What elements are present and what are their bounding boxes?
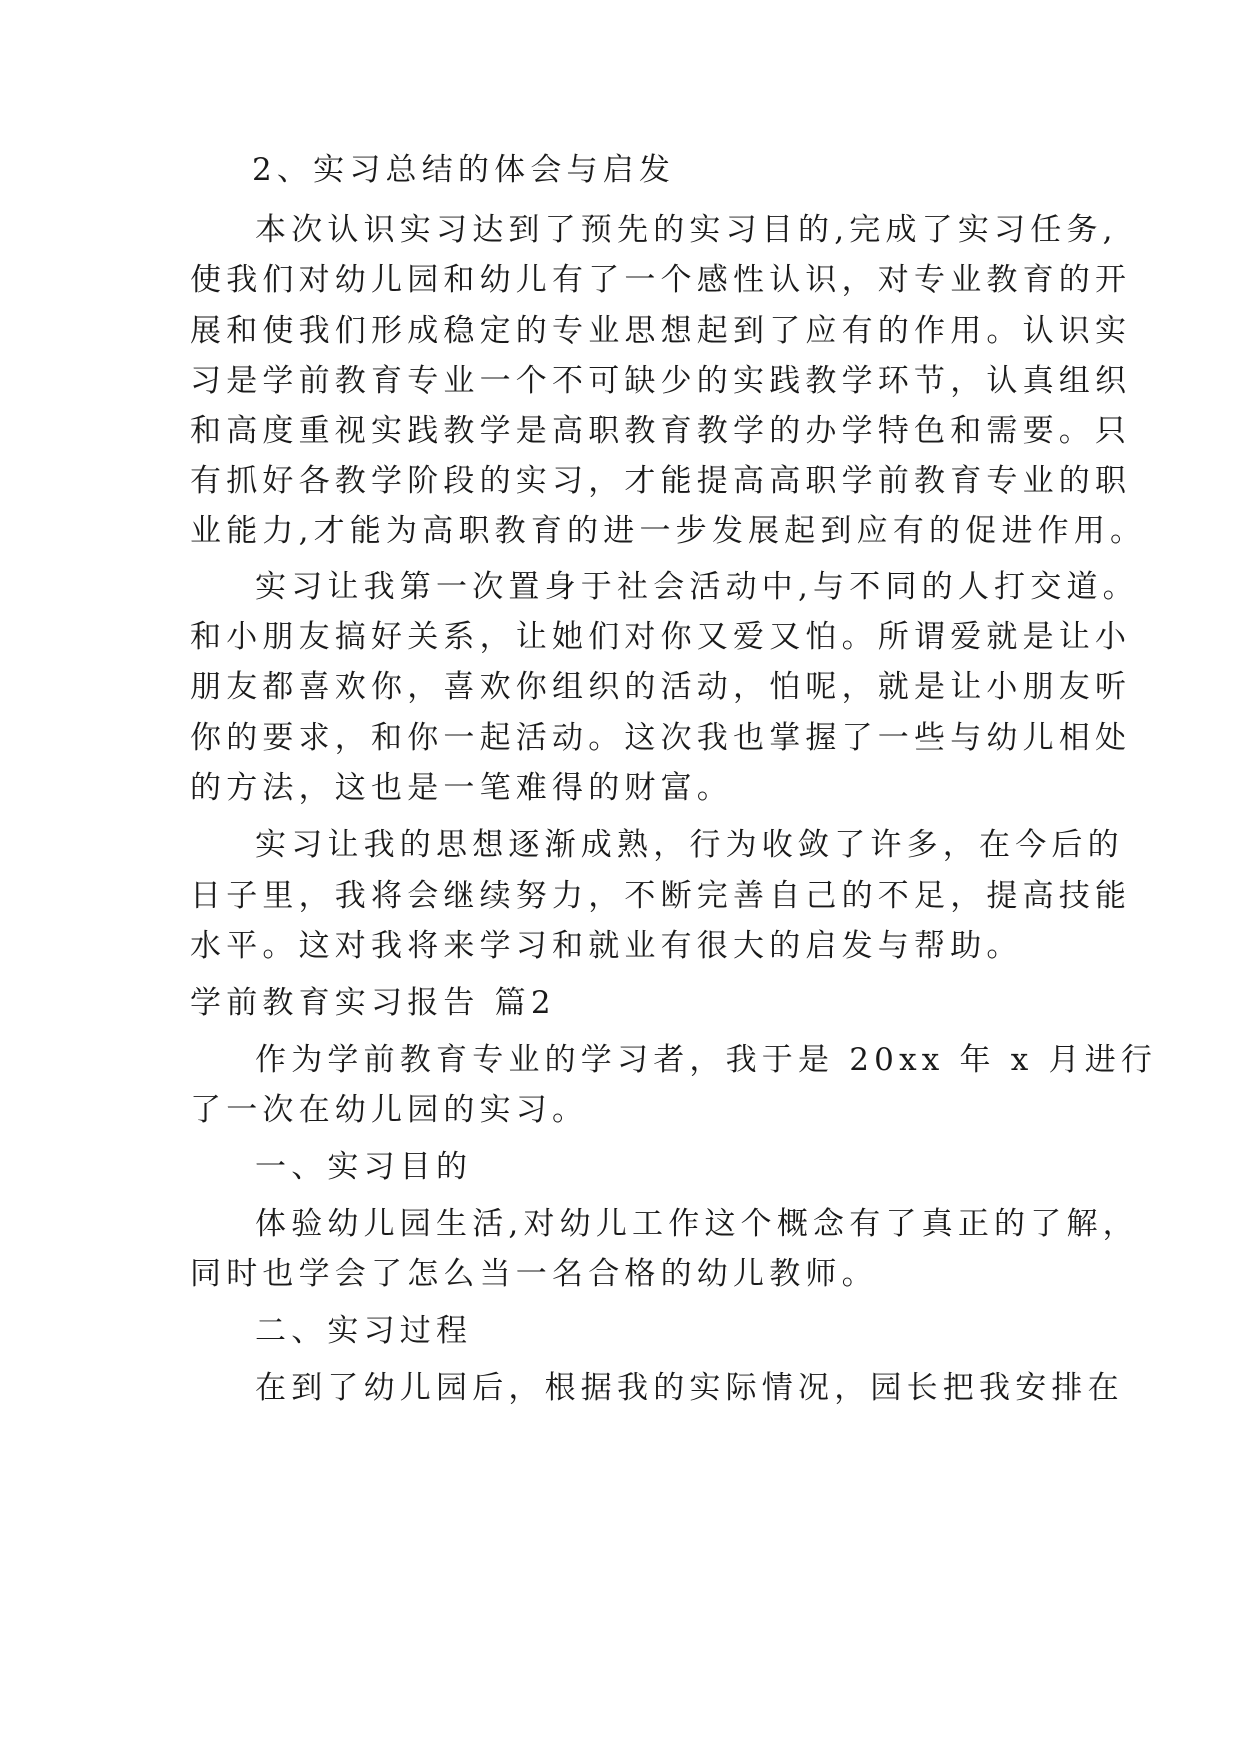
- paragraph-line: 实习让我的思想逐渐成熟，行为收敛了许多，在今后的: [255, 827, 1124, 863]
- paragraph-line: 同时也学会了怎么当一名合格的幼儿教师。: [190, 1256, 878, 1292]
- paragraph-line: 本次认识实习达到了预先的实习目的,完成了实习任务,: [255, 212, 1118, 248]
- paragraph-line: 日子里，我将会继续努力，不断完善自己的不足，提高技能: [190, 878, 1132, 914]
- paragraph-line: 展和使我们形成稳定的专业思想起到了应有的作用。认识实: [190, 313, 1132, 349]
- paragraph-line: 水平。这对我将来学习和就业有很大的启发与帮助。: [190, 928, 1023, 964]
- paragraph-line: 的方法，这也是一笔难得的财富。: [190, 770, 733, 806]
- section-heading: 一、实习目的: [255, 1149, 473, 1185]
- paragraph-line: 作为学前教育专业的学习者，我于是 20xx 年 x 月进行: [255, 1042, 1158, 1078]
- paragraph-line: 和高度重视实践教学是高职教育教学的办学特色和需要。只: [190, 413, 1132, 449]
- paragraph-line: 业能力,才能为高职教育的进一步发展起到应有的促进作用。: [190, 513, 1147, 549]
- section-heading: 二、实习过程: [255, 1313, 473, 1349]
- paragraph-line: 有抓好各教学阶段的实习，才能提高高职学前教育专业的职: [190, 463, 1132, 499]
- paragraph-line: 在到了幼儿园后，根据我的实际情况，园长把我安排在: [255, 1370, 1124, 1406]
- paragraph-line: 和小朋友搞好关系，让她们对你又爱又怕。所谓爱就是让小: [190, 619, 1132, 655]
- paragraph-line: 了一次在幼儿园的实习。: [190, 1092, 589, 1128]
- paragraph-line: 你的要求，和你一起活动。这次我也掌握了一些与幼儿相处: [190, 720, 1132, 756]
- paragraph-line: 实习让我第一次置身于社会活动中,与不同的人打交道。: [255, 569, 1139, 605]
- paragraph-line: 使我们对幼儿园和幼儿有了一个感性认识，对专业教育的开: [190, 262, 1132, 298]
- paragraph-line: 体验幼儿园生活,对幼儿工作这个概念有了真正的了解，: [255, 1206, 1139, 1242]
- report-title: 学前教育实习报告 篇2: [190, 985, 556, 1021]
- paragraph-line: 习是学前教育专业一个不可缺少的实践教学环节，认真组织: [190, 363, 1132, 399]
- paragraph-line: 朋友都喜欢你，喜欢你组织的活动，怕呢，就是让小朋友听: [190, 669, 1132, 705]
- section-heading: 2、实习总结的体会与启发: [252, 152, 676, 188]
